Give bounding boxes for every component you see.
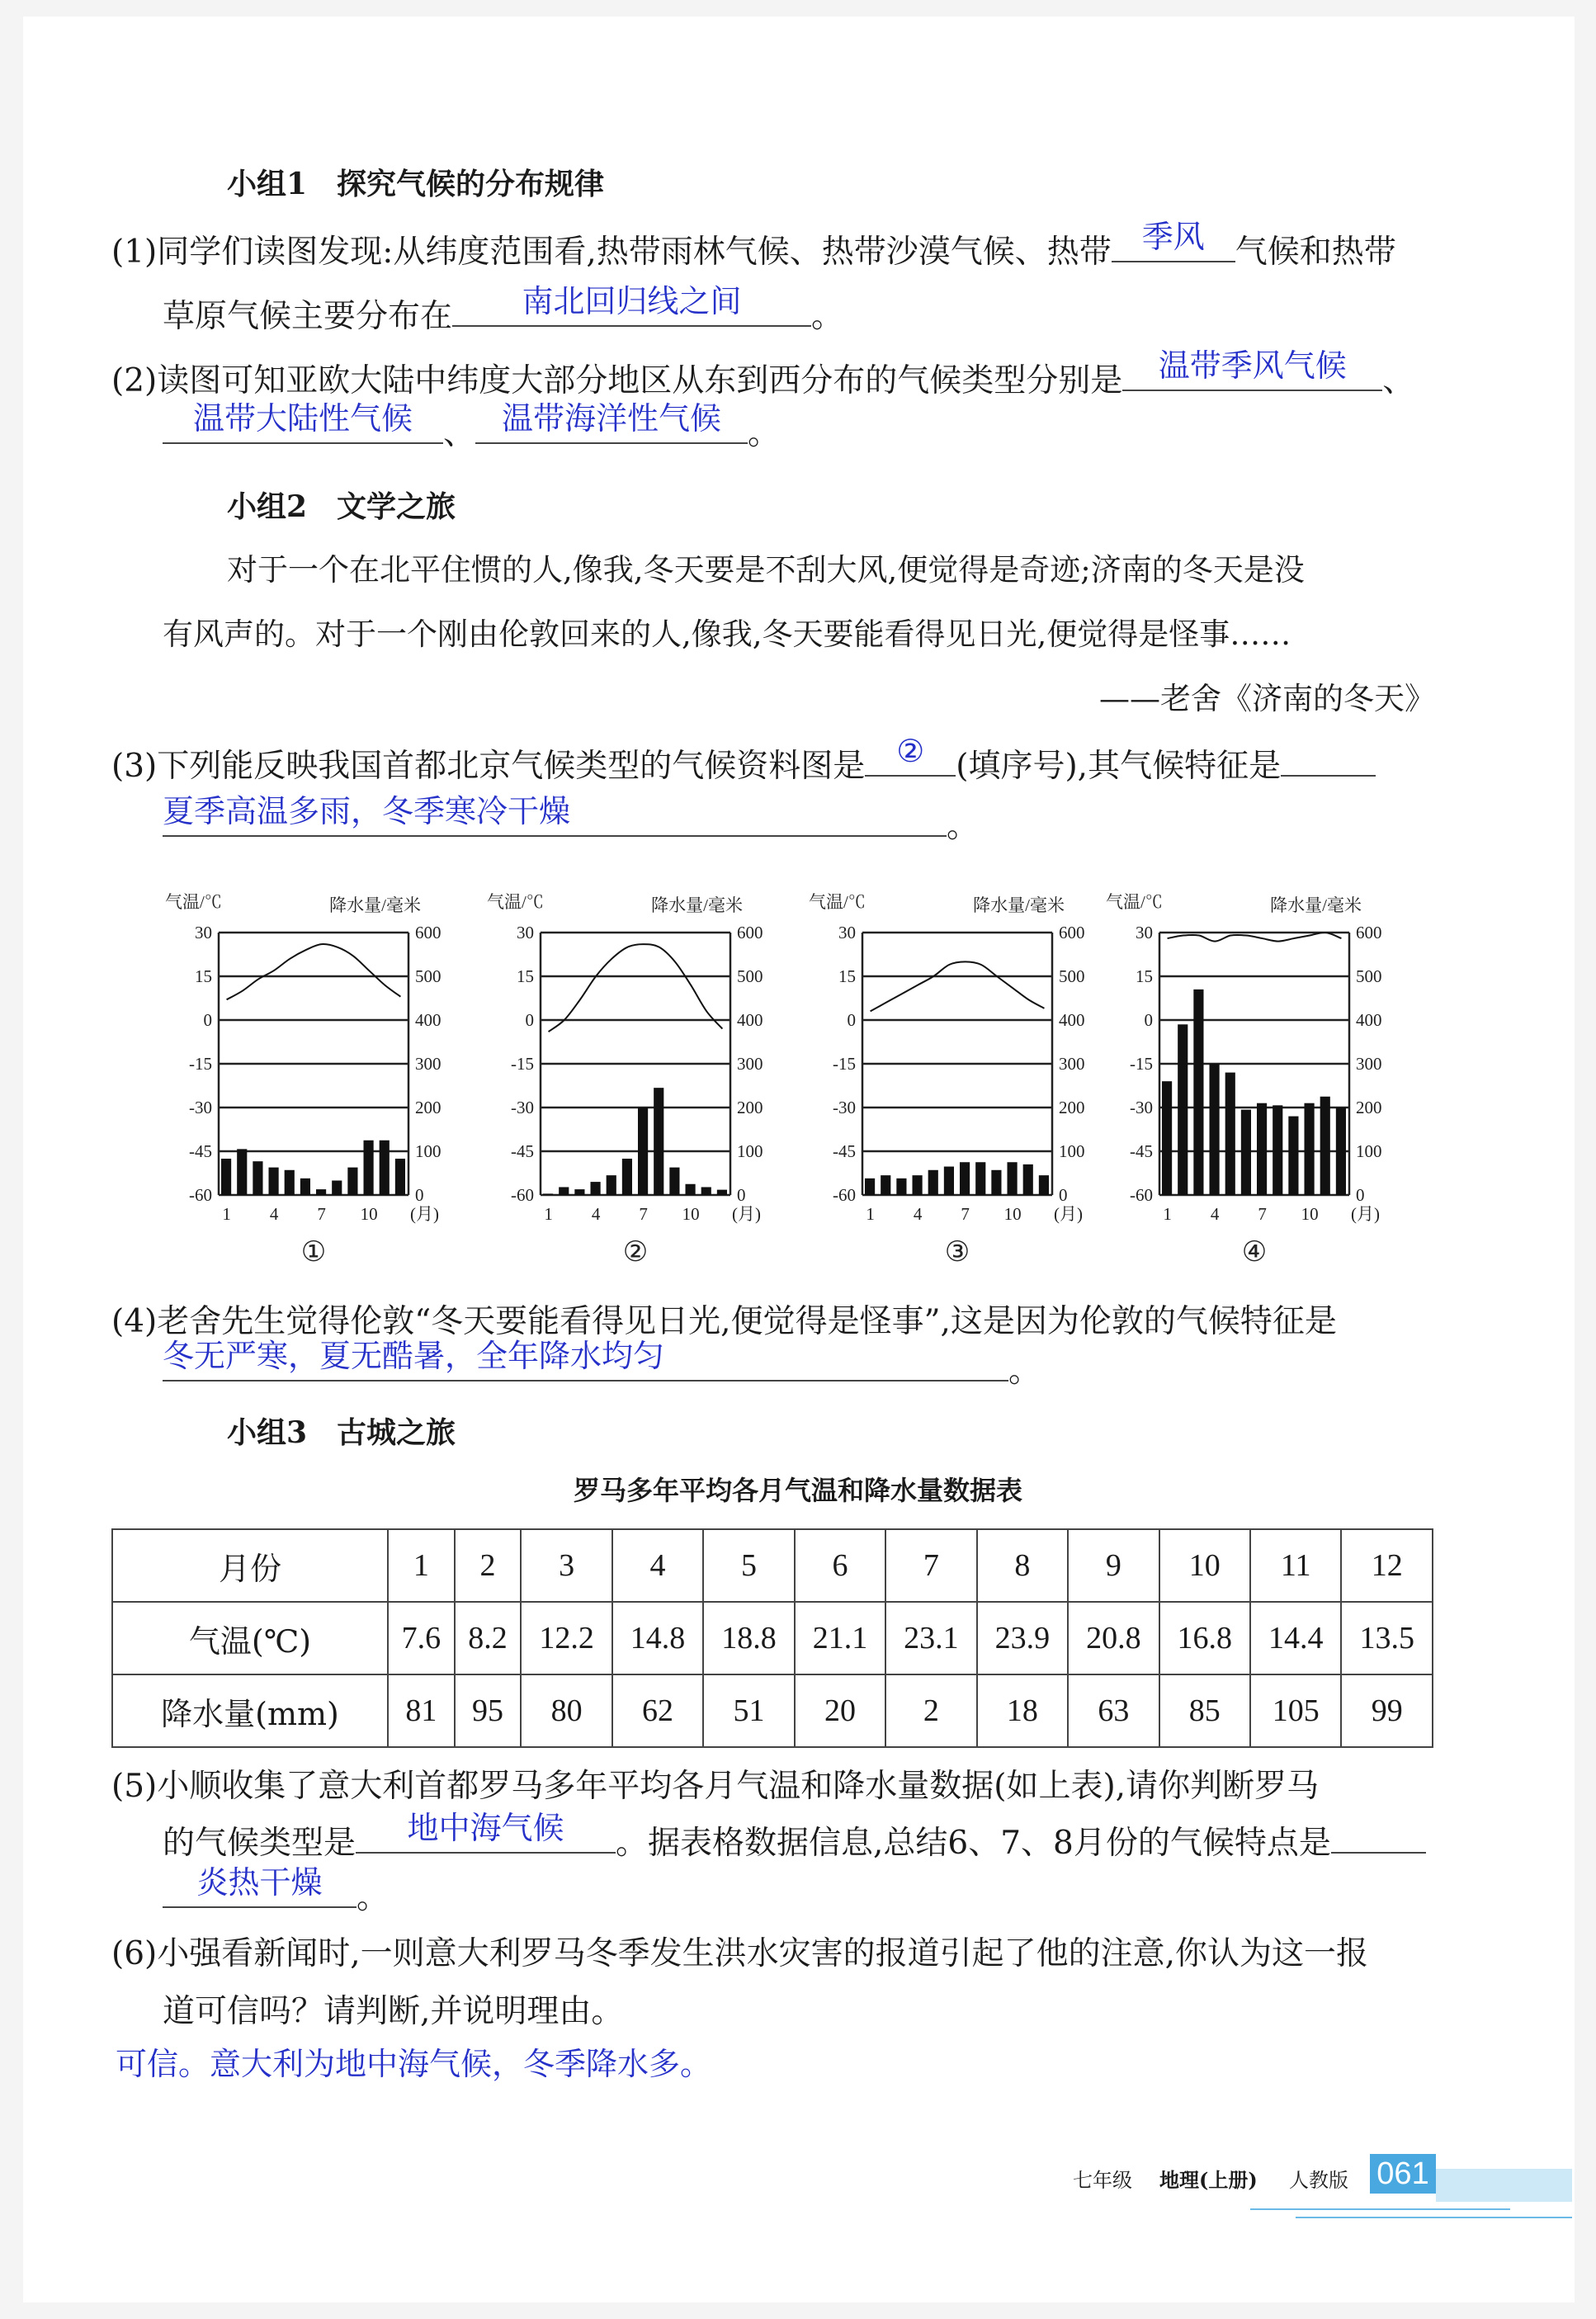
climate-chart-2	[479, 883, 792, 1279]
temp-tick-label: 30	[838, 923, 856, 942]
chart-number-label: ②	[622, 1237, 649, 1268]
table-cell: 21.1	[795, 1602, 885, 1674]
period: 。	[357, 1879, 390, 1916]
q4-blank[interactable]	[163, 1338, 1008, 1381]
q4-line1: (4)老舍先生觉得伦敦“冬天要能看得见日光,便觉得是怪事”,这是因为伦敦的气候特征是	[111, 1303, 1337, 1340]
month-tick-label: 7	[639, 1204, 648, 1224]
q3-line1	[111, 733, 1376, 785]
temp-tick-label: 0	[525, 1010, 534, 1030]
precip-bar	[865, 1178, 875, 1195]
q5-blank-2[interactable]	[163, 1864, 357, 1908]
precip-tick-label: 400	[415, 1010, 441, 1030]
temp-tick-label: 30	[517, 923, 534, 942]
temp-tick-label: -30	[189, 1098, 212, 1117]
temp-tick-label: -60	[511, 1185, 534, 1205]
table-cell: 85	[1159, 1674, 1250, 1747]
table-cell: 95	[455, 1674, 522, 1747]
month-tick-label: 7	[961, 1204, 970, 1224]
temperature-line	[549, 944, 723, 1032]
month-tick-label: 1	[1163, 1204, 1172, 1224]
temp-tick-label: -45	[511, 1141, 534, 1161]
table-cell: 18	[977, 1674, 1068, 1747]
temp-tick-label: -30	[511, 1098, 534, 1117]
q5-line3	[163, 1864, 390, 1916]
q6-answer: 可信。意大利为地中海气候，冬季降水多。	[116, 2046, 712, 2082]
precip-tick-label: 500	[1356, 966, 1382, 986]
precip-bar	[1023, 1164, 1033, 1195]
page-number: 061	[1370, 2154, 1436, 2194]
table-cell: 63	[1068, 1674, 1159, 1747]
temp-tick-label: 0	[847, 1010, 856, 1030]
q2-blank-1[interactable]	[1122, 347, 1382, 391]
precip-tick-label: 200	[1356, 1098, 1382, 1117]
month-tick-label: 4	[591, 1204, 601, 1224]
temp-tick-label: -60	[833, 1185, 856, 1205]
q3-text-2: (填序号),其气候特征是	[956, 748, 1282, 785]
temperature-line	[1168, 933, 1342, 942]
temp-tick-label: -45	[189, 1141, 212, 1161]
month-tick-label: 10	[682, 1204, 700, 1224]
table-header-row	[112, 1529, 1433, 1602]
precip-bar	[928, 1170, 938, 1195]
table-cell: 2	[455, 1529, 522, 1602]
precip-tick-label: 200	[1059, 1098, 1085, 1117]
temperature-line	[871, 961, 1045, 1011]
precip-bar	[1273, 1105, 1282, 1195]
q2-line1	[111, 347, 1415, 399]
table-cell: 8	[977, 1529, 1068, 1602]
precip-axis-title: 降水量/毫米	[651, 895, 743, 915]
q2-blank-2[interactable]	[163, 400, 443, 444]
q1-answer-1: 季风	[1141, 219, 1205, 255]
table-cell: 105	[1250, 1674, 1341, 1747]
temp-axis-title: 气温/℃	[487, 892, 544, 912]
table-cell: 9	[1068, 1529, 1159, 1602]
q1-line2	[163, 283, 844, 335]
precip-bar	[300, 1178, 310, 1195]
chart-number-label: ④	[1241, 1237, 1268, 1268]
precip-bar	[574, 1189, 584, 1195]
temp-tick-label: -60	[189, 1185, 212, 1205]
precip-bar	[1039, 1175, 1049, 1195]
precip-bar	[1257, 1103, 1267, 1195]
q3-answer-2: 夏季高温多雨，冬季寒冷干燥	[163, 793, 571, 829]
precip-bar	[1210, 1064, 1220, 1195]
q1-text: (1)同学们读图发现:从纬度范围看,热带雨林气候、热带沙漠气候、热带	[111, 234, 1112, 271]
precip-bar	[237, 1149, 247, 1195]
row-label: 降水量(mm)	[112, 1674, 388, 1747]
footer-grade: 七年级	[1073, 2169, 1132, 2192]
chart-number-label: ③	[944, 1237, 970, 1268]
month-axis-label: (月)	[732, 1204, 761, 1224]
precip-axis-title: 降水量/毫米	[329, 895, 421, 915]
precip-bar	[380, 1141, 390, 1195]
chart-number-label: ①	[300, 1237, 327, 1268]
month-tick-label: 10	[1003, 1204, 1022, 1224]
q5-answer-1: 地中海气候	[407, 1810, 564, 1846]
month-tick-label: 4	[1210, 1204, 1220, 1224]
climate-chart-4	[1098, 883, 1411, 1279]
q3-line2	[163, 793, 980, 845]
precip-bar	[686, 1184, 696, 1195]
table-cell: 23.1	[885, 1602, 976, 1674]
temp-tick-label: -15	[511, 1054, 534, 1074]
q2-answer-2: 温带大陆性气候	[192, 400, 413, 437]
precip-tick-label: 300	[1059, 1054, 1085, 1074]
footer-rule	[1250, 2208, 1510, 2210]
footer-edition: 人教版	[1289, 2169, 1348, 2192]
precip-bar	[395, 1159, 405, 1195]
table-cell: 11	[1250, 1529, 1341, 1602]
table-cell: 80	[521, 1674, 611, 1747]
table-cell: 51	[703, 1674, 794, 1747]
precip-tick-label: 0	[1059, 1185, 1068, 1205]
precip-tick-label: 300	[415, 1054, 441, 1074]
table-row	[112, 1602, 1433, 1674]
q5-text-2: 的气候类型是	[163, 1825, 357, 1862]
table-cell: 7.6	[388, 1602, 455, 1674]
table-row	[112, 1674, 1433, 1747]
footer-rule	[1296, 2217, 1572, 2218]
q1-answer-2: 南北回归线之间	[522, 283, 742, 319]
month-tick-label: 1	[866, 1204, 875, 1224]
footer-subject: 地理(上册)	[1159, 2168, 1258, 2192]
precip-tick-label: 600	[415, 923, 441, 942]
precip-bar	[559, 1187, 569, 1195]
precip-bar	[607, 1175, 616, 1195]
q3-blank-1[interactable]	[865, 733, 956, 777]
month-tick-label: 7	[1258, 1204, 1267, 1224]
table-cell: 12.2	[521, 1602, 611, 1674]
precip-bar	[975, 1162, 985, 1195]
temp-tick-label: -15	[1130, 1054, 1153, 1074]
temp-tick-label: 15	[517, 966, 534, 986]
q4-line2	[163, 1338, 1041, 1390]
temp-tick-label: -45	[1130, 1141, 1153, 1161]
period: 。	[947, 808, 980, 845]
period: 。	[748, 415, 781, 452]
q2-blank-3[interactable]	[475, 400, 748, 444]
precip-tick-label: 500	[737, 966, 763, 986]
precip-tick-label: 100	[737, 1141, 763, 1161]
month-tick-label: 10	[1301, 1204, 1319, 1224]
q6-line1: (6)小强看新闻时,一则意大利罗马冬季发生洪水灾害的报道引起了他的注意,你认为这一报	[111, 1935, 1369, 1972]
climate-chart-1	[157, 883, 470, 1279]
precip-tick-label: 400	[737, 1010, 763, 1030]
precip-tick-label: 100	[1059, 1141, 1085, 1161]
table-cell: 7	[885, 1529, 976, 1602]
precip-bar	[622, 1159, 632, 1195]
precip-bar	[316, 1189, 326, 1195]
precip-bar	[881, 1175, 890, 1195]
temp-tick-label: -60	[1130, 1185, 1153, 1205]
table-cell: 18.8	[703, 1602, 794, 1674]
precip-axis-title: 降水量/毫米	[1270, 895, 1362, 915]
passage-attribution: ——老舍《济南的冬天》	[1099, 681, 1435, 716]
precip-bar	[1193, 989, 1203, 1195]
table-cell: 62	[612, 1674, 703, 1747]
precip-tick-label: 0	[415, 1185, 424, 1205]
precip-tick-label: 400	[1059, 1010, 1085, 1030]
table-cell: 20	[795, 1674, 885, 1747]
month-axis-label: (月)	[1054, 1204, 1083, 1224]
q1-blank-1[interactable]	[1112, 219, 1235, 262]
period: 。	[1008, 1353, 1041, 1390]
precip-bar	[1305, 1103, 1315, 1195]
rome-climate-table	[111, 1528, 1433, 1748]
precip-bar	[1288, 1117, 1298, 1195]
row-label: 气温(℃)	[112, 1602, 388, 1674]
temp-tick-label: 15	[1136, 966, 1153, 986]
q5-blank-2-start	[1331, 1824, 1426, 1854]
q5-line1: (5)小顺收集了意大利首都罗马多年平均各月气温和降水量数据(如上表),请你判断罗马	[111, 1768, 1320, 1805]
precip-bar	[332, 1181, 342, 1195]
month-tick-label: 1	[222, 1204, 231, 1224]
climate-chart-3	[800, 883, 1114, 1279]
table-cell: 14.4	[1250, 1602, 1341, 1674]
passage-line1: 对于一个在北平住惯的人,像我,冬天要是不刮大风,便觉得是奇迹;济南的冬天是没	[227, 552, 1305, 588]
group2-heading: 小组2 文学之旅	[227, 489, 456, 524]
temperature-line	[227, 944, 401, 999]
q5-text-3: 。据表格数据信息,总结6、7、8月份的气候特点是	[616, 1825, 1331, 1862]
table-cell: 13.5	[1341, 1602, 1433, 1674]
precip-bar	[347, 1168, 357, 1195]
table-title: 罗马多年平均各月气温和降水量数据表	[573, 1475, 1022, 1506]
month-tick-label: 10	[360, 1204, 378, 1224]
precip-bar	[1225, 1073, 1235, 1195]
month-axis-label: (月)	[410, 1204, 439, 1224]
q1-line1	[111, 219, 1396, 271]
table-cell: 8.2	[455, 1602, 522, 1674]
precip-bar	[1162, 1081, 1172, 1195]
precip-bar	[960, 1162, 970, 1195]
month-tick-label: 1	[544, 1204, 553, 1224]
precip-bar	[701, 1187, 711, 1195]
table-cell: 6	[795, 1529, 885, 1602]
q2-line2	[163, 400, 781, 452]
page-band	[1436, 2169, 1572, 2202]
precip-tick-label: 200	[737, 1098, 763, 1117]
table-cell: 12	[1341, 1529, 1433, 1602]
table-cell: 23.9	[977, 1602, 1068, 1674]
precip-bar	[654, 1088, 663, 1195]
q4-answer: 冬无严寒，夏无酷暑，全年降水均匀	[163, 1338, 665, 1374]
temp-tick-label: -15	[833, 1054, 856, 1074]
separator: 、	[443, 415, 476, 452]
precip-tick-label: 0	[737, 1185, 746, 1205]
temp-tick-label: 0	[203, 1010, 212, 1030]
temp-tick-label: 15	[195, 966, 212, 986]
month-axis-label: (月)	[1351, 1204, 1380, 1224]
q5-line2	[163, 1810, 1426, 1862]
precip-tick-label: 100	[1356, 1141, 1382, 1161]
precip-bar	[1178, 1024, 1188, 1195]
group1-heading: 小组1 探究气候的分布规律	[227, 167, 605, 201]
precip-bar	[253, 1161, 262, 1195]
temp-tick-label: 30	[195, 923, 212, 942]
precip-tick-label: 300	[737, 1054, 763, 1074]
q1-text-3: 草原气候主要分布在	[163, 298, 453, 335]
table-cell: 16.8	[1159, 1602, 1250, 1674]
temp-tick-label: 30	[1136, 923, 1153, 942]
temp-tick-label: -30	[833, 1098, 856, 1117]
temp-tick-label: -30	[1130, 1098, 1153, 1117]
precip-tick-label: 200	[415, 1098, 441, 1117]
precip-bar	[717, 1190, 727, 1195]
precip-tick-label: 600	[1059, 923, 1085, 942]
precip-bar	[913, 1175, 923, 1195]
row-label: 月份	[112, 1529, 388, 1602]
temp-tick-label: 15	[838, 966, 856, 986]
precip-bar	[638, 1108, 648, 1195]
precip-bar	[221, 1159, 231, 1195]
table-cell: 10	[1159, 1529, 1250, 1602]
table-cell: 14.8	[612, 1602, 703, 1674]
passage-line2: 有风声的。对于一个刚由伦敦回来的人,像我,冬天要能看得见日光,便觉得是怪事……	[163, 616, 1291, 652]
table-cell: 4	[612, 1529, 703, 1602]
table-cell: 20.8	[1068, 1602, 1159, 1674]
month-tick-label: 7	[317, 1204, 326, 1224]
q2-answer-1: 温带季风气候	[1158, 347, 1347, 384]
table-cell: 81	[388, 1674, 455, 1747]
period: 。	[811, 298, 844, 335]
month-tick-label: 4	[269, 1204, 279, 1224]
q1-text-2: 气候和热带	[1235, 234, 1396, 271]
q3-blank-2-start	[1281, 747, 1376, 777]
q3-blank-2[interactable]	[163, 793, 947, 837]
group3-heading: 小组3 古城之旅	[227, 1415, 456, 1450]
separator: 、	[1382, 362, 1415, 399]
precip-bar	[1008, 1162, 1018, 1195]
temp-tick-label: -45	[833, 1141, 856, 1161]
precip-bar	[591, 1182, 601, 1195]
precip-bar	[896, 1178, 906, 1195]
table-cell: 2	[885, 1674, 976, 1747]
precip-axis-title: 降水量/毫米	[973, 895, 1065, 915]
q3-text: (3)下列能反映我国首都北京气候类型的气候资料图是	[111, 748, 866, 785]
temp-axis-title: 气温/℃	[809, 892, 866, 912]
precip-bar	[669, 1168, 679, 1195]
precip-bar	[285, 1170, 295, 1195]
precip-tick-label: 500	[1059, 966, 1085, 986]
q5-answer-2: 炎热干燥	[196, 1864, 323, 1901]
precip-bar	[364, 1141, 374, 1195]
q6-line2: 道可信吗？请判断,并说明理由。	[163, 1993, 624, 2030]
precip-tick-label: 600	[737, 923, 763, 942]
temp-tick-label: -15	[189, 1054, 212, 1074]
table-cell: 1	[388, 1529, 455, 1602]
q2-text: (2)读图可知亚欧大陆中纬度大部分地区从东到西分布的气候类型分别是	[111, 362, 1123, 399]
precip-bar	[269, 1168, 279, 1195]
temp-tick-label: 0	[1144, 1010, 1153, 1030]
q2-answer-3: 温带海洋性气候	[502, 400, 722, 437]
temp-axis-title: 气温/℃	[165, 892, 222, 912]
precip-bar	[1336, 1108, 1346, 1195]
q1-blank-2[interactable]	[452, 283, 811, 327]
precip-tick-label: 600	[1356, 923, 1382, 942]
table-cell: 99	[1341, 1674, 1433, 1747]
temp-axis-title: 气温/℃	[1106, 892, 1163, 912]
precip-tick-label: 500	[415, 966, 441, 986]
precip-tick-label: 300	[1356, 1054, 1382, 1074]
precip-tick-label: 0	[1356, 1185, 1365, 1205]
precip-bar	[1241, 1110, 1251, 1195]
q3-answer-1: ②	[896, 733, 925, 769]
precip-bar	[944, 1167, 954, 1195]
precip-bar	[1320, 1097, 1330, 1195]
precip-bar	[543, 1193, 553, 1195]
table-cell: 5	[703, 1529, 794, 1602]
precip-tick-label: 400	[1356, 1010, 1382, 1030]
precip-tick-label: 100	[415, 1141, 441, 1161]
table-cell: 3	[521, 1529, 611, 1602]
month-tick-label: 4	[913, 1204, 923, 1224]
precip-bar	[991, 1170, 1001, 1195]
q5-blank-1[interactable]	[356, 1810, 616, 1854]
